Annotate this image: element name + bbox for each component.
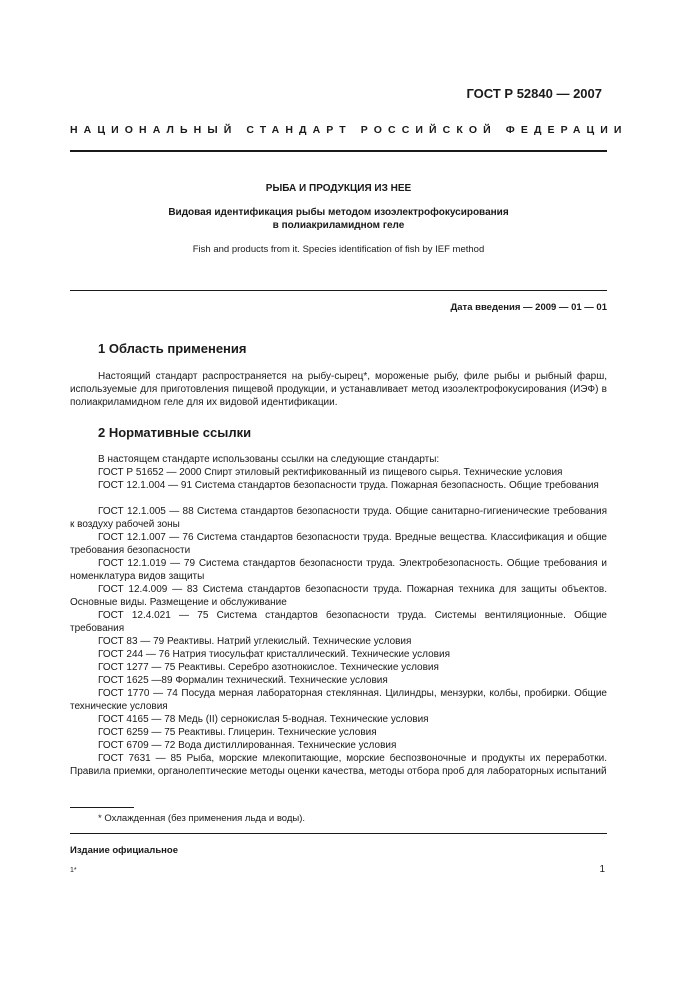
footnote-divider <box>70 807 134 808</box>
ref-item: ГОСТ 12.4.009 — 83 Система стандартов безопасности труда. Пожарная техника для защиты объектов. Основные виды. Размещение и обслуживание <box>70 584 607 608</box>
ref-item: ГОСТ 12.4.021 — 75 Система стандартов безопасности труда. Системы вентиляционные. Общие требования <box>70 610 607 634</box>
page-number: 1 <box>599 864 605 875</box>
ref-item: ГОСТ Р 51652 — 2000 Спирт этиловый ректификованный из пищевого сырья. Технические условия <box>98 467 563 478</box>
document-subtitle <box>70 206 607 232</box>
footer-divider <box>70 833 607 834</box>
document-title: РЫБА И ПРОДУКЦИЯ ИЗ НЕЕ <box>265 183 412 194</box>
top-divider <box>70 150 607 152</box>
official-edition-label: Издание официальное <box>70 845 178 856</box>
title-divider <box>70 290 607 291</box>
ref-item: ГОСТ 12.1.004 — 91 Система стандартов безопасности труда. Пожарная безопасность. Общие требования <box>98 480 599 491</box>
subtitle-line-2: в полиакриламидном геле <box>272 220 405 231</box>
national-standard-heading: НАЦИОНАЛЬНЫЙ СТАНДАРТ РОССИЙСКОЙ ФЕДЕРАЦИИ <box>70 124 628 136</box>
ref-item: ГОСТ 7631 — 85 Рыба, морские млекопитающие, морские беспозвоночные и продукты их переработки. Правила приемки, органолептические методы оценки качества, методы отбора проб для лабораторных испытаний <box>70 753 607 777</box>
ref-item: ГОСТ 1277 — 75 Реактивы. Серебро азотнокислое. Технические условия <box>98 662 439 673</box>
section-1-heading: 1 Область применения <box>98 341 247 356</box>
ref-item: ГОСТ 12.1.019 — 79 Система стандартов безопасности труда. Электробезопасность. Общие требования и номенклатура видов защиты <box>70 558 607 582</box>
ref-item: ГОСТ 6709 — 72 Вода дистиллированная. Технические условия <box>98 740 397 751</box>
effective-date: Дата введения — 2009 — 01 — 01 <box>450 302 607 313</box>
footnote: * Охлажденная (без применения льда и воды). <box>98 813 306 824</box>
section-1-text: Настоящий стандарт распространяется на рыбу-сырец*, мороженые рыбу, филе рыбы и рыбный фарш, используемые для приготовления пищевой продукции, и устанавливает метод изоэлектрофокусирования (ИЭФ) в полиакриламидном геле для их видовой идентификации. <box>70 371 607 408</box>
ref-item: ГОСТ 12.1.007 — 76 Система стандартов безопасности труда. Вредные вещества. Классификация и общие требования безопасности <box>70 532 607 556</box>
ref-item: ГОСТ 244 — 76 Натрия тиосульфат кристаллический. Технические условия <box>98 649 450 660</box>
subtitle-line-1: Видовая идентификация рыбы методом изоэлектрофокусирования <box>168 207 509 218</box>
ref-item: ГОСТ 12.1.005 — 88 Система стандартов безопасности труда. Общие санитарно-гигиенические требования к воздуху рабочей зоны <box>70 506 607 530</box>
doc-number: ГОСТ Р 52840 — 2007 <box>466 86 602 101</box>
ref-item: ГОСТ 1625 —89 Формалин технический. Технические условия <box>98 675 388 686</box>
ref-item: ГОСТ 6259 — 75 Реактивы. Глицерин. Технические условия <box>98 727 377 738</box>
english-title: Fish and products from it. Species identification of fish by IEF method <box>192 244 485 255</box>
ref-item: ГОСТ 83 — 79 Реактивы. Натрий углекислый. Технические условия <box>98 636 412 647</box>
ref-item: ГОСТ 4165 — 78 Медь (II) сернокислая 5-водная. Технические условия <box>98 714 429 725</box>
page-signature: 1* <box>70 867 77 874</box>
section-2-intro: В настоящем стандарте использованы ссылки на следующие стандарты: <box>98 454 440 465</box>
section-2-heading: 2 Нормативные ссылки <box>98 425 252 440</box>
ref-item: ГОСТ 1770 — 74 Посуда мерная лабораторная стеклянная. Цилиндры, мензурки, колбы, пробирки. Общие технические условия <box>70 688 607 712</box>
